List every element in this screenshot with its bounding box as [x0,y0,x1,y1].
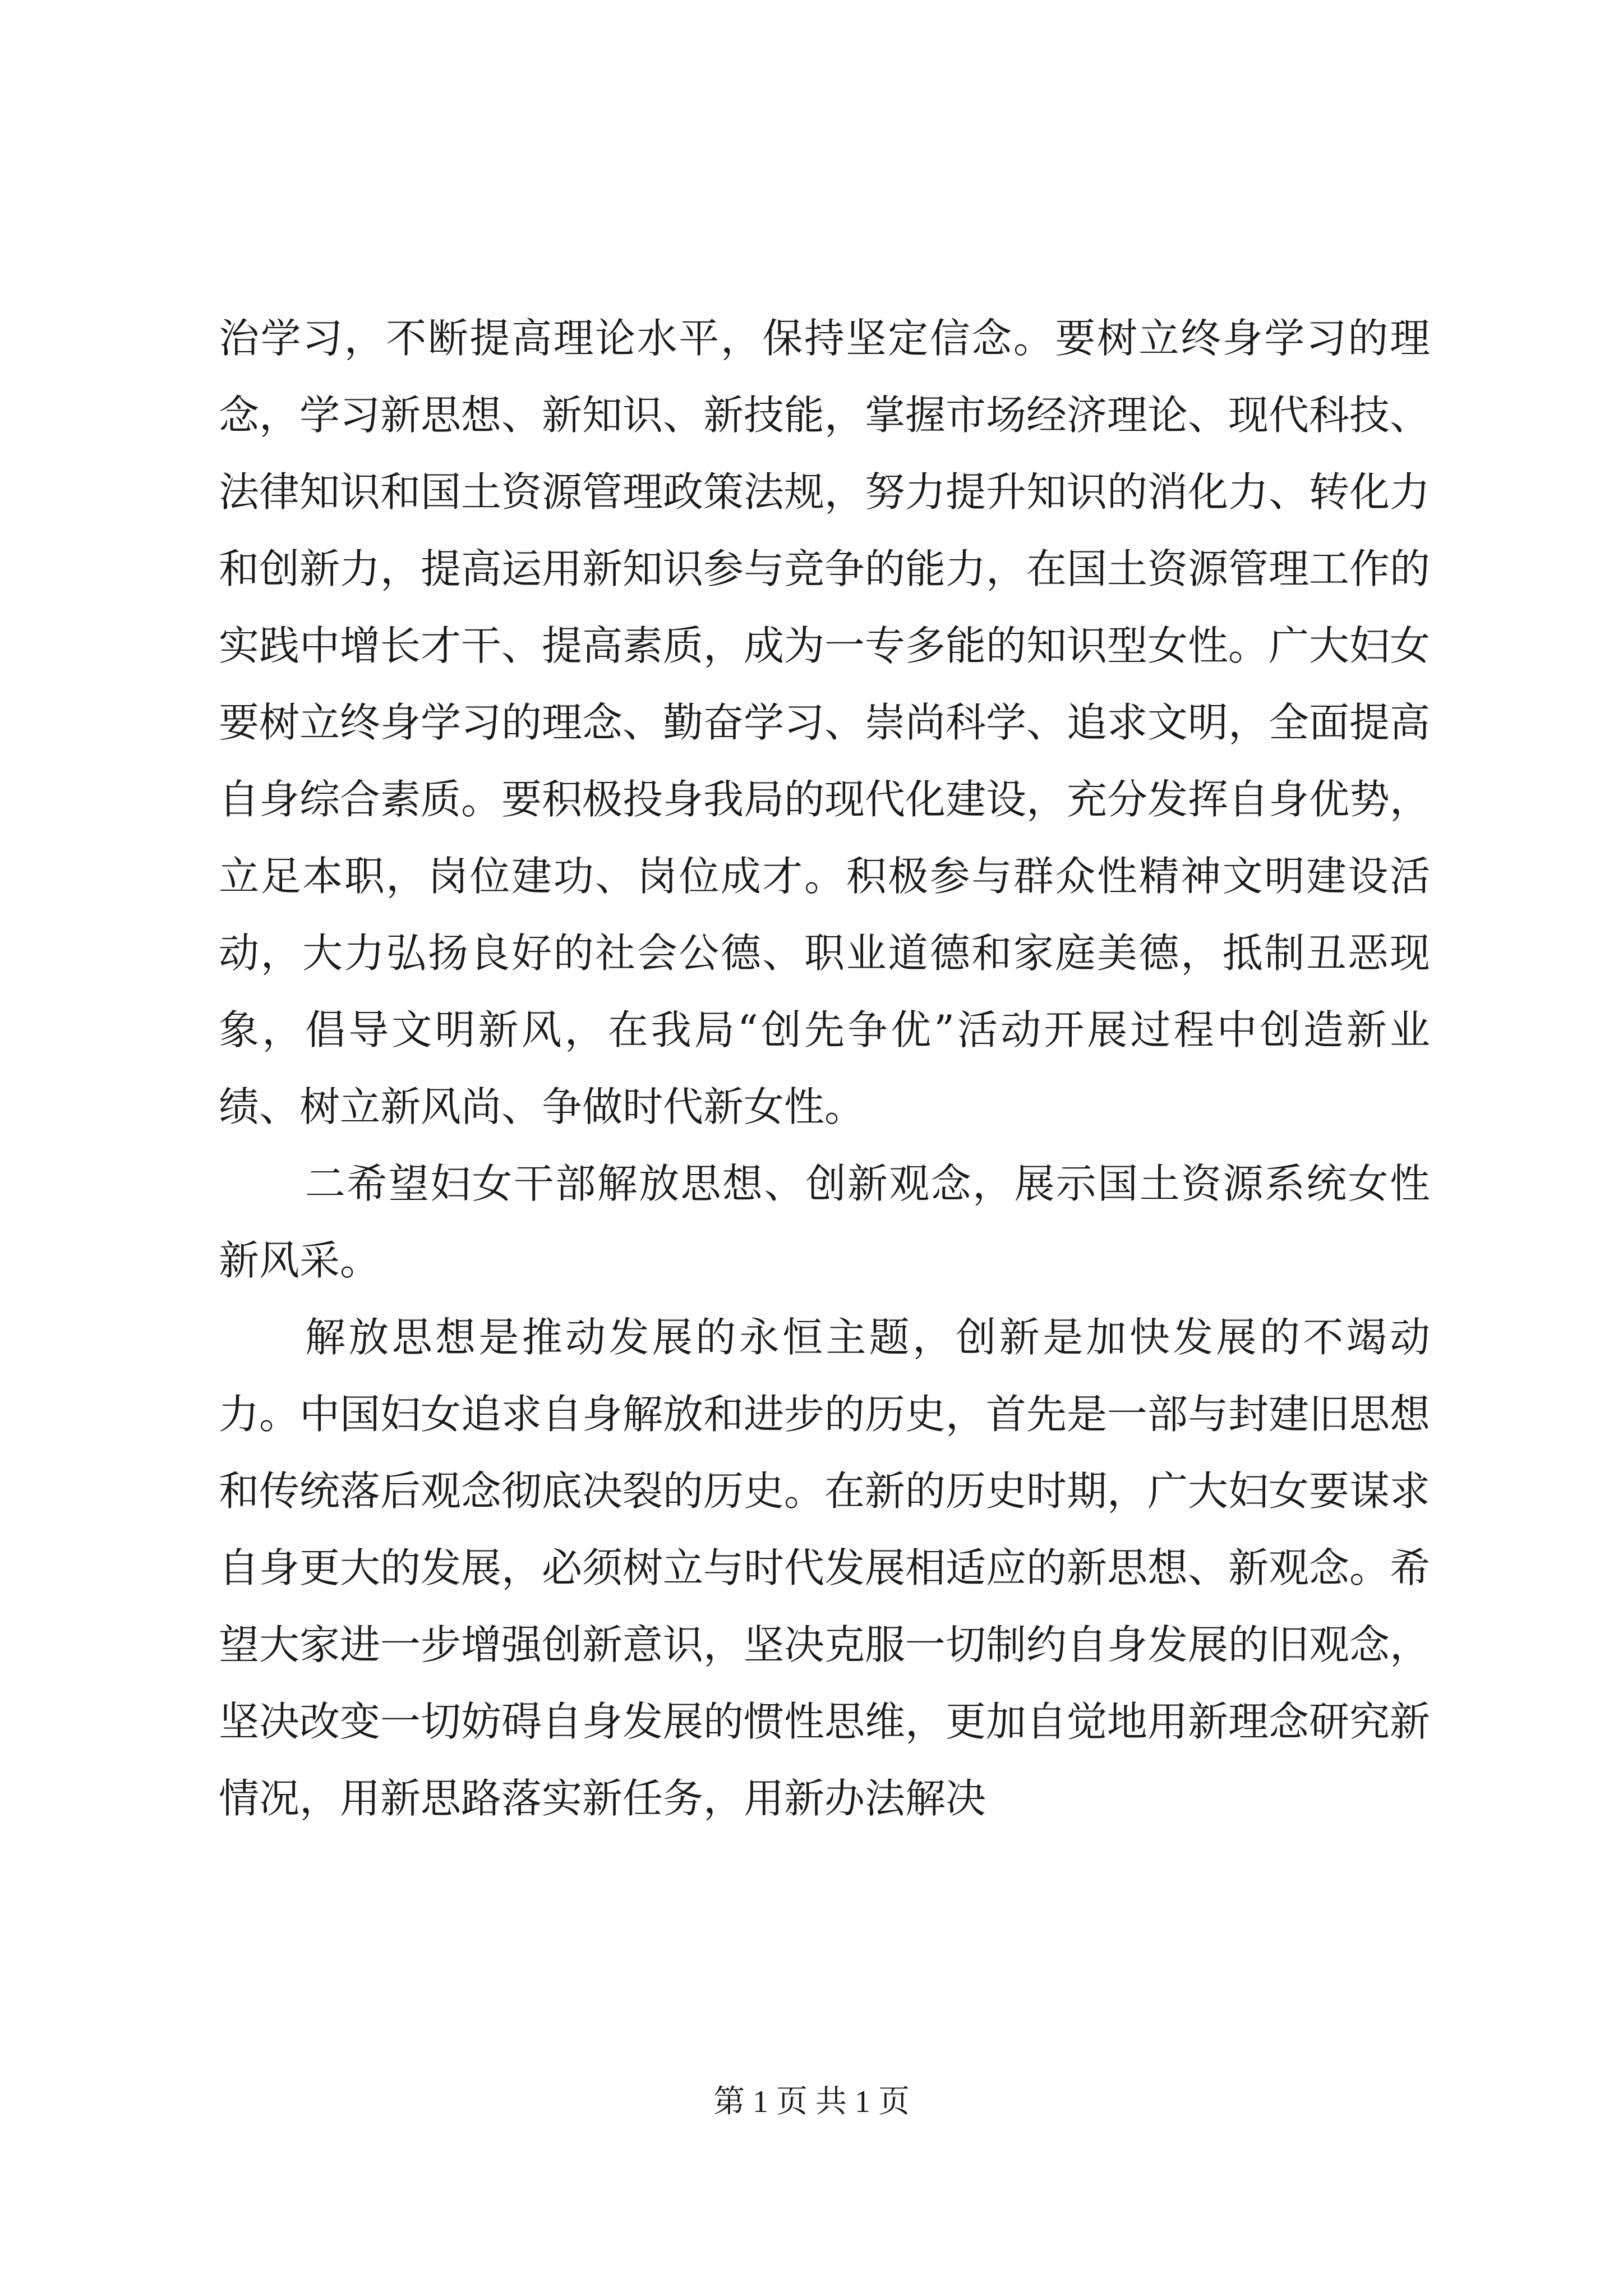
body-paragraph-3: 解放思想是推动发展的永恒主题，创新是加快发展的不竭动力。中国妇女追求自身解放和进步的历史，首先是一部与封建旧思想和传统落后观念彻底决裂的历史。在新的历史时期，广大妇女要谋求自身更大的发展，必须树立与时代发展相适应的新思想、新观念。希望大家进一步增强创新意识，坚决克服一切制约自身发展的旧观念，坚决改变一切妨碍自身发展的惯性思维，更加自觉地用新理念研究新情况，用新思路落实新任务，用新办法解决 [219,1314,1431,1822]
page-footer: 第 1 页 共 1 页 [713,2085,910,2119]
body-paragraph-1: 治学习，不断提高理论水平，保持坚定信念。要树立终身学习的理念，学习新思想、新知识、新技能，掌握市场经济理论、现代科技、法律知识和国土资源管理政策法规，努力提升知识的消化力、转化力和创新力，提高运用新知识参与竞争的能力，在国土资源管理工作的实践中增长才干、提高素质，成为一专多能的知识型女性。广大妇女要树立终身学习的理念、勤奋学习、崇尚科学、追求文明，全面提高自身综合素质。要积极投身我局的现代化建设，充分发挥自身优势，立足本职，岗位建功、岗位成才。积极参与群众性精神文明建设活动，大力弘扬良好的社会公德、职业道德和家庭美德，抵制丑恶现象，倡导文明新风，在我局“创先争优”活动开展过程中创造新业绩、树立新风尚、争做时代新女性。 [219,315,1431,1130]
document-body [219,300,1430,1837]
body-paragraph-2-heading: 二希望妇女干部解放思想、创新观念，展示国土资源系统女性新风采。 [219,1160,1430,1284]
